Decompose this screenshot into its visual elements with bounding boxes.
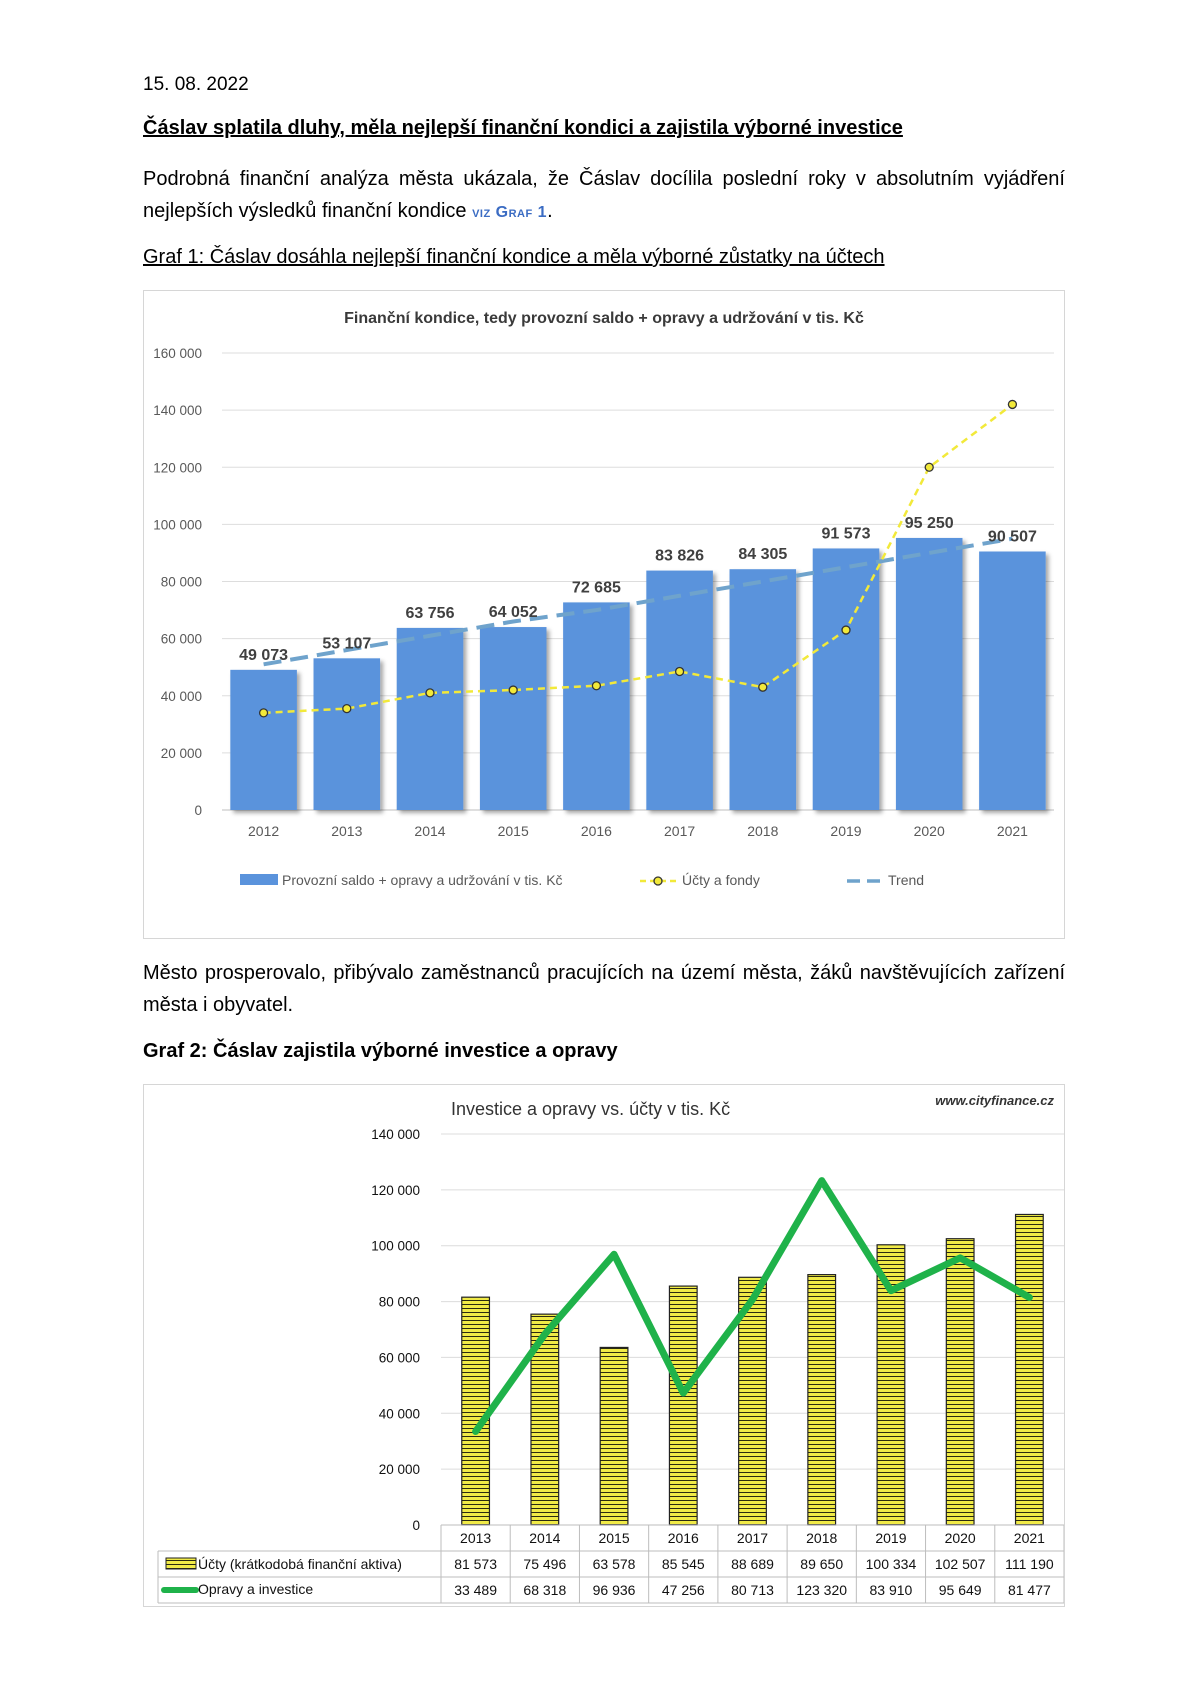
table-value: 88 689 bbox=[731, 1556, 774, 1572]
table-value: 96 936 bbox=[592, 1582, 636, 1598]
x-tick-label: 2015 bbox=[598, 1530, 630, 1546]
table-value: 123 320 bbox=[796, 1582, 848, 1598]
accounts-point bbox=[925, 463, 933, 471]
legend-trend-label: Trend bbox=[888, 872, 925, 888]
x-tick-label: 2015 bbox=[497, 823, 529, 839]
bar-2021 bbox=[979, 551, 1046, 810]
table-value: 89 650 bbox=[800, 1556, 844, 1572]
accounts-point bbox=[759, 683, 767, 691]
financial-condition-chart bbox=[143, 290, 1065, 939]
x-tick-label: 2020 bbox=[944, 1530, 976, 1546]
bar-2019 bbox=[813, 548, 880, 810]
table-value: 83 910 bbox=[869, 1582, 913, 1598]
bar-2020 bbox=[946, 1239, 974, 1525]
accounts-point bbox=[426, 689, 434, 697]
accounts-point bbox=[676, 667, 684, 675]
accounts-point bbox=[260, 709, 268, 717]
prosperity-paragraph: Město prosperovalo, přibývalo zaměstnanců pracujících na území města, žáků navštěvujících zařízení města i obyvatel. bbox=[143, 962, 1065, 1016]
x-tick-label: 2021 bbox=[1013, 1530, 1045, 1546]
legend-accounts-swatch bbox=[166, 1558, 196, 1569]
x-tick-label: 2018 bbox=[747, 823, 779, 839]
bar-value-label: 91 573 bbox=[821, 525, 871, 543]
accounts-point bbox=[1008, 400, 1016, 408]
table-value: 95 649 bbox=[938, 1582, 982, 1598]
x-tick-label: 2013 bbox=[460, 1530, 492, 1546]
bar-2021 bbox=[1016, 1214, 1044, 1525]
accounts-point bbox=[592, 682, 600, 690]
x-tick-label: 2017 bbox=[736, 1530, 769, 1546]
bar-2015 bbox=[600, 1347, 628, 1525]
bar-2020 bbox=[896, 538, 963, 810]
table-value: 47 256 bbox=[661, 1582, 705, 1598]
bar-value-label: 64 052 bbox=[488, 604, 538, 622]
legend-investment-label: Opravy a investice bbox=[198, 1581, 314, 1597]
graph2-caption: Graf 2: Čáslav zajistila výborné investice a opravy bbox=[143, 1040, 618, 1062]
table-value: 68 318 bbox=[523, 1582, 567, 1598]
x-tick-label: 2019 bbox=[875, 1530, 907, 1546]
bar-2016 bbox=[563, 602, 630, 810]
bar-2015 bbox=[480, 627, 547, 810]
bar-value-label: 90 507 bbox=[987, 528, 1037, 546]
bar-2017 bbox=[646, 571, 713, 810]
y-tick-label: 140 000 bbox=[153, 403, 202, 419]
bar-value-label: 84 305 bbox=[738, 546, 788, 564]
x-tick-label: 2013 bbox=[331, 823, 363, 839]
y-tick-label: 20 000 bbox=[160, 745, 202, 761]
y-tick-label: 0 bbox=[412, 1518, 420, 1533]
x-tick-label: 2019 bbox=[830, 823, 862, 839]
legend-accounts-marker bbox=[654, 877, 662, 885]
y-tick-label: 120 000 bbox=[153, 460, 202, 476]
y-tick-label: 40 000 bbox=[378, 1406, 420, 1422]
y-tick-label: 160 000 bbox=[153, 346, 202, 361]
investment-chart-svg bbox=[144, 1085, 1064, 1606]
intro-paragraph bbox=[143, 163, 1065, 229]
bar-2013 bbox=[314, 658, 381, 810]
chart1-title: Finanční kondice, tedy provozní saldo + opravy a udržování v tis. Kč bbox=[344, 310, 864, 327]
x-tick-label: 2016 bbox=[667, 1530, 699, 1546]
accounts-point bbox=[842, 626, 850, 634]
y-tick-label: 100 000 bbox=[153, 517, 202, 533]
table-value: 81 573 bbox=[454, 1556, 498, 1572]
bar-value-label: 72 685 bbox=[571, 579, 621, 597]
chart2-title: Investice a opravy vs. účty v tis. Kč bbox=[451, 1099, 731, 1119]
legend-bar-label: Provozní saldo + opravy a udržování v tis. Kč bbox=[282, 872, 563, 888]
x-tick-label: 2016 bbox=[580, 823, 612, 839]
intro-text: Podrobná finanční analýza města ukázala, že Čáslav docílila poslední roky v absolutním vyjádření nejlepších výsledků finanční kondice bbox=[143, 168, 1065, 222]
table-value: 85 545 bbox=[661, 1556, 705, 1572]
table-value: 75 496 bbox=[523, 1556, 567, 1572]
x-tick-label: 2021 bbox=[996, 823, 1028, 839]
table-value: 102 507 bbox=[934, 1556, 986, 1572]
x-tick-label: 2014 bbox=[414, 823, 446, 839]
x-tick-label: 2014 bbox=[529, 1530, 561, 1546]
y-tick-label: 120 000 bbox=[371, 1182, 420, 1198]
legend-bar-swatch bbox=[240, 874, 278, 885]
financial-condition-chart-svg bbox=[144, 291, 1064, 938]
bar-2016 bbox=[669, 1286, 697, 1525]
bar-2014 bbox=[397, 628, 464, 810]
graph-reference-link[interactable]: viz Graf 1 bbox=[472, 204, 548, 221]
y-tick-label: 60 000 bbox=[160, 631, 202, 647]
bar-value-label: 95 250 bbox=[904, 514, 954, 532]
x-tick-label: 2018 bbox=[806, 1530, 838, 1546]
accounts-point bbox=[343, 705, 351, 713]
x-tick-label: 2017 bbox=[664, 823, 696, 839]
bar-2018 bbox=[808, 1275, 836, 1525]
table-value: 63 578 bbox=[592, 1556, 636, 1572]
bar-value-label: 53 107 bbox=[322, 635, 372, 653]
table-value: 33 489 bbox=[454, 1582, 498, 1598]
accounts-point bbox=[509, 686, 517, 694]
chart2-watermark: www.cityfinance.cz bbox=[935, 1093, 1054, 1108]
headline: Čáslav splatila dluhy, měla nejlepší finanční kondici a zajistila výborné investice bbox=[143, 117, 903, 139]
bar-2013 bbox=[462, 1297, 490, 1525]
x-tick-label: 2012 bbox=[248, 823, 280, 839]
y-tick-label: 0 bbox=[194, 803, 202, 818]
bar-value-label: 49 073 bbox=[239, 646, 289, 664]
legend-accounts-label: Účty a fondy bbox=[682, 872, 760, 888]
table-value: 81 477 bbox=[1007, 1582, 1051, 1598]
y-tick-label: 140 000 bbox=[371, 1127, 420, 1142]
document-date: 15. 08. 2022 bbox=[143, 74, 249, 95]
table-value: 111 190 bbox=[1005, 1556, 1054, 1572]
x-tick-label: 2020 bbox=[913, 823, 945, 839]
y-tick-label: 20 000 bbox=[378, 1462, 420, 1478]
y-tick-label: 80 000 bbox=[378, 1294, 420, 1310]
investment-chart bbox=[143, 1084, 1065, 1607]
y-tick-label: 40 000 bbox=[160, 688, 202, 704]
bar-2012 bbox=[230, 670, 297, 810]
intro-end: . bbox=[547, 200, 553, 222]
table-value: 100 334 bbox=[865, 1556, 917, 1572]
bar-value-label: 63 756 bbox=[405, 604, 455, 622]
y-tick-label: 100 000 bbox=[371, 1238, 420, 1254]
bar-value-label: 83 826 bbox=[655, 547, 705, 565]
y-tick-label: 80 000 bbox=[160, 574, 202, 590]
table-value: 80 713 bbox=[731, 1582, 774, 1598]
graph1-caption: Graf 1: Čáslav dosáhla nejlepší finanční kondice a měla výborné zůstatky na účtech bbox=[143, 246, 885, 268]
legend-accounts-label: Účty (krátkodobá finanční aktiva) bbox=[198, 1556, 402, 1572]
y-tick-label: 60 000 bbox=[378, 1350, 420, 1366]
